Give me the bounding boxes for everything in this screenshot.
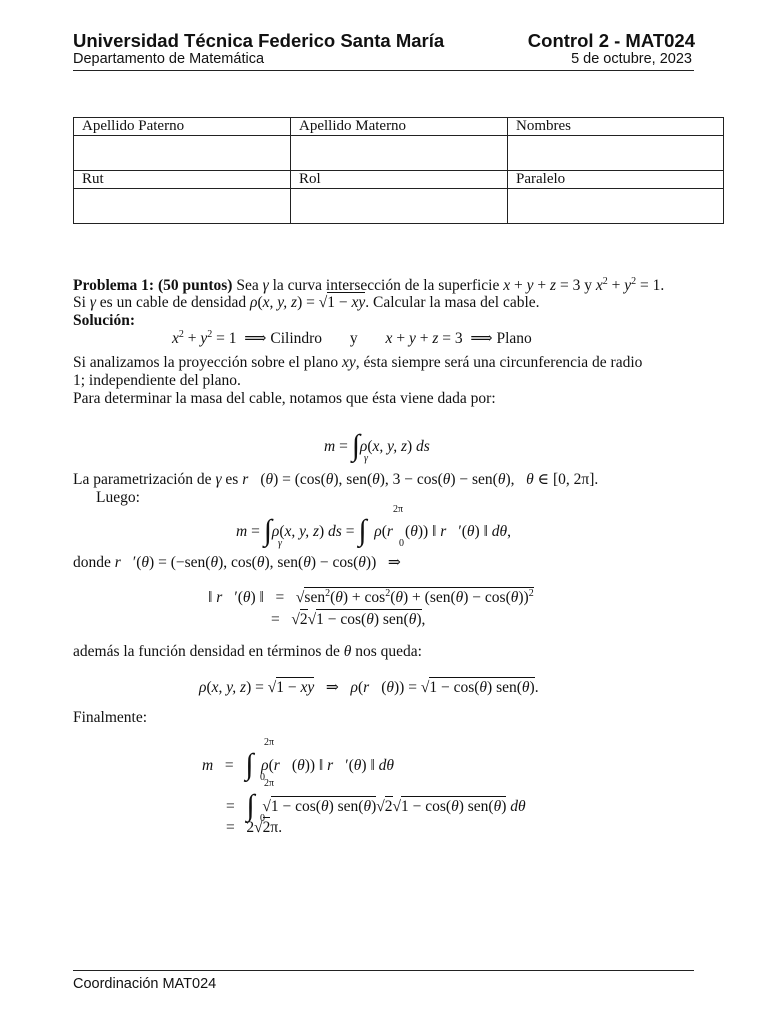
- field-rol[interactable]: [291, 189, 508, 224]
- solution-label: Solución:: [73, 312, 136, 329]
- field-apellido-paterno[interactable]: [74, 136, 291, 171]
- problem-statement-line-2: Si γ es un cable de densidad ρ(x, y, z) = √1 − xy. Calcular la masa del cable.: [73, 294, 540, 311]
- text: además la función densidad en términos de: [73, 643, 340, 660]
- parametrization-line: La parametrización de γ es r⃗(θ) = (cos(θ), sen(θ), 3 − cos(θ) − sen(θ), θ ∈ [0, 2π].: [73, 471, 599, 488]
- header-nombres: Nombres: [508, 118, 724, 136]
- density-equation: ρ(x, y, z) = √1 − xy ⇒ ρ(r⃗(θ)) = √1 − cos(θ) sen(θ).: [199, 679, 539, 696]
- problem-statement-line-1: Problema 1: (50 puntos) Sea γ la curva intersección de la superficie x + y + z = 3 y $x^2 + y^2 = 1$.: [73, 276, 665, 294]
- footer-text: Coordinación MAT024: [73, 976, 217, 992]
- implication-line: $x^2 + y^2 = 1$ ⟹ Cilindro y x + y + z = 3 ⟹ Plano: [172, 329, 532, 347]
- cylinder-word: Cilindro: [270, 330, 323, 347]
- header-apellido-paterno: Apellido Paterno: [74, 118, 291, 136]
- header-rol: Rol: [291, 171, 508, 189]
- field-apellido-materno[interactable]: [291, 136, 508, 171]
- statement-text: Sea: [236, 277, 259, 294]
- statement-text: . Calcular la masa del cable.: [365, 294, 540, 311]
- header-rule: [73, 70, 694, 71]
- text: nos queda:: [355, 643, 422, 660]
- header-apellido-materno: Apellido Materno: [291, 118, 508, 136]
- luego-text: Luego:: [96, 489, 140, 506]
- student-id-table: [73, 117, 724, 224]
- field-rut[interactable]: [74, 189, 291, 224]
- y-word: y: [349, 330, 358, 347]
- statement-text: Si: [73, 294, 86, 311]
- mass-integral-equation: m = ∫ γ ρ(x, y, z) ds: [324, 429, 430, 464]
- statement-text: es un cable de densidad: [99, 294, 247, 311]
- plane-word: Plano: [496, 330, 532, 347]
- derivative-line: donde r⃗′(θ) = (−sen(θ), cos(θ), sen(θ) − cos(θ)) ⇒: [73, 554, 401, 571]
- mass-param-equation: m = ∫ γ ρ(x, y, z) ds = ∫ 2π 0 ρ(r⃗(θ)) ‖ r⃗′(θ) ‖ dθ,: [236, 504, 512, 549]
- exam-date: 5 de octubre, 2023: [571, 51, 692, 67]
- final-equation-line-1: m = ∫ 2π 0 ρ(r⃗(θ)) ‖ r⃗′(θ) ‖ dθ: [202, 737, 395, 783]
- projection-text-line-2: 1; independiente del plano.: [73, 372, 241, 389]
- field-paralelo[interactable]: [508, 189, 724, 224]
- header-rut: Rut: [74, 171, 291, 189]
- university-title: Universidad Técnica Federico Santa María: [73, 30, 445, 51]
- text: , ésta siempre será una circunferencia de radio: [355, 354, 643, 371]
- finalmente-text: Finalmente:: [73, 709, 148, 726]
- text: donde: [73, 554, 111, 571]
- text: La parametrización de: [73, 471, 212, 488]
- header-paralelo: Paralelo: [508, 171, 724, 189]
- density-intro-line: además la función densidad en términos de θ nos queda:: [73, 643, 422, 660]
- department: Departamento de Matemática: [73, 51, 265, 67]
- text: es: [225, 471, 239, 488]
- norm-equation-line-2: = √2√1 − cos(θ) sen(θ),: [271, 611, 426, 628]
- problem-label: Problema 1: (50 puntos): [73, 277, 233, 294]
- final-equation-line-2: = ∫ 2π 0 √1 − cos(θ) sen(θ)√2√1 − cos(θ) sen(θ) dθ: [226, 778, 526, 824]
- norm-equation-line-1: ‖ r⃗′(θ) ‖ = $√sen^2(\theta) + \cos^2(\theta) + (sen(\theta) - \cos(\theta))^2$: [208, 588, 534, 606]
- final-equation-line-3: = 2√2π.: [226, 819, 283, 836]
- field-nombres[interactable]: [508, 136, 724, 171]
- text: Si analizamos la proyección sobre el plano: [73, 354, 339, 371]
- footer-rule: [73, 970, 694, 971]
- statement-text: la curva intersección de la superficie: [272, 277, 500, 294]
- mass-intro-text: Para determinar la masa del cable, notamos que ésta viene dada por:: [73, 390, 496, 407]
- projection-text-line-1: Si analizamos la proyección sobre el plano xy, ésta siempre será una circunferencia de radio: [73, 354, 643, 371]
- exam-title: Control 2 - MAT024: [527, 30, 695, 51]
